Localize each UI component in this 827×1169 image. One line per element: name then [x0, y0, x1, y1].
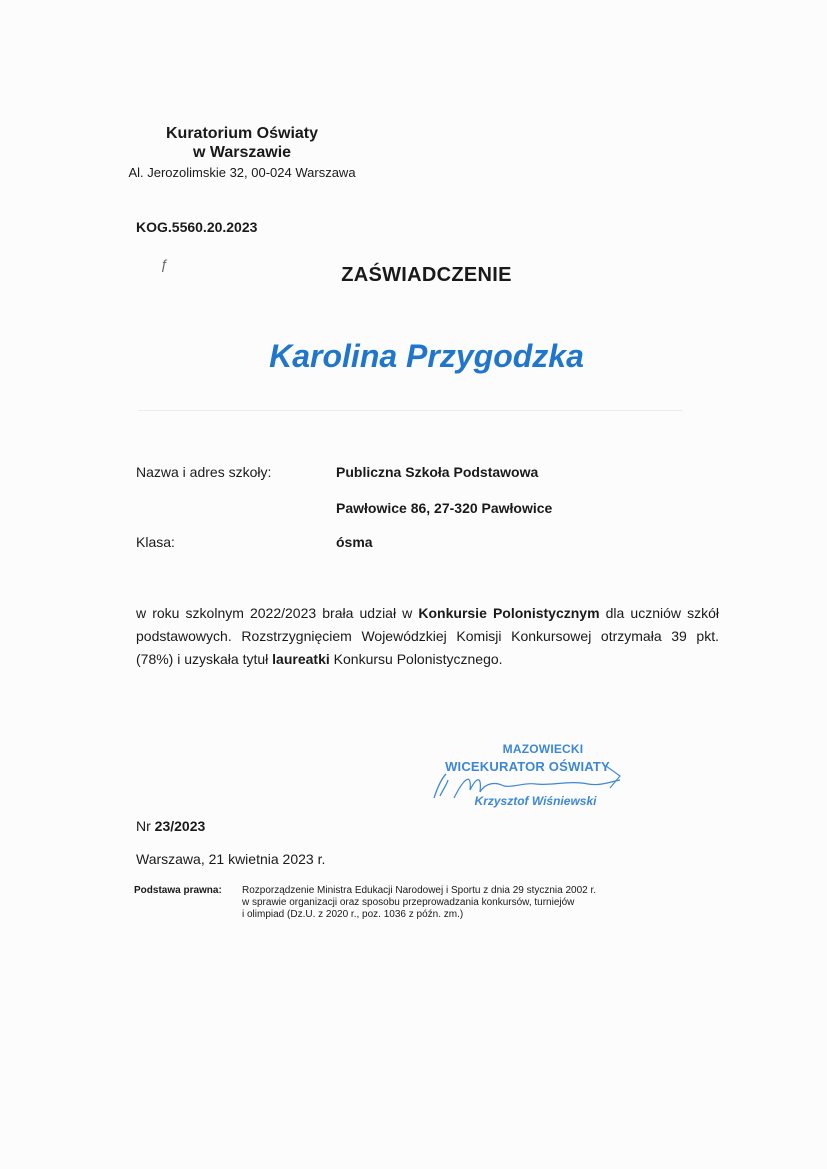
- school-address: Pawłowice 86, 27-320 Pawłowice: [336, 500, 553, 516]
- issuer-name-line1: Kuratorium Oświaty: [165, 125, 319, 142]
- legal-basis-line3: i olimpiad (Dz.U. z 2020 r., poz. 1036 z późn. zm.): [242, 909, 464, 920]
- laureate-title: laureatki: [272, 651, 330, 667]
- body-part3: Konkursu Polonistycznego.: [329, 651, 503, 667]
- document-title: ZAŚWIADCZENIE: [341, 264, 512, 286]
- school-name: Publiczna Szkoła Podstawowa: [336, 464, 539, 480]
- divider: [138, 410, 683, 411]
- stamp-line2: WICEKURATOR OŚWIATY: [445, 759, 610, 774]
- body-part1: w roku szkolnym 2022/2023 brała udział w: [136, 605, 419, 621]
- number-value: 23/2023: [154, 818, 206, 834]
- issue-date: Warszawa, 21 kwietnia 2023 r.: [136, 851, 326, 867]
- number-prefix: Nr: [136, 818, 155, 834]
- body-part2: dla uczniów szkół podstawowych. Rozstrzygnięciem Wojewódzkiej Komisji Konkursowej otrzymała 39 pkt. (78%) i uzyskała tytuł: [136, 605, 720, 667]
- class-value: ósma: [336, 534, 373, 550]
- legal-basis-line1: Rozporządzenie Ministra Edukacji Narodowej i Sportu z dnia 29 stycznia 2002 r.: [242, 885, 597, 896]
- issuer-header: [118, 124, 366, 182]
- issuer-address: Al. Jerozolimskie 32, 00-024 Warszawa: [128, 165, 356, 180]
- issuer-name-line2: w Warszawie: [192, 144, 292, 161]
- legal-basis-label: Podstawa prawna:: [134, 885, 222, 896]
- body-paragraph: [136, 602, 719, 671]
- official-stamp: [420, 738, 660, 814]
- recipient-name: Karolina Przygodzka: [269, 338, 584, 374]
- legal-basis-text: [242, 885, 596, 921]
- certificate-number: [136, 818, 205, 834]
- school-label: Nazwa i adres szkoły:: [136, 464, 272, 480]
- contest-name: Konkursie Polonistycznym: [418, 605, 600, 621]
- stamp-line1: MAZOWIECKI: [502, 742, 584, 756]
- legal-basis-line2: w sprawie organizacji oraz sposobu przeprowadzania konkursów, turniejów: [242, 897, 575, 908]
- stamp-signatory: Krzysztof Wiśniewski: [474, 794, 597, 808]
- margin-mark: ƒ: [160, 256, 168, 272]
- class-label: Klasa:: [136, 534, 175, 550]
- reference-number: KOG.5560.20.2023: [136, 219, 258, 235]
